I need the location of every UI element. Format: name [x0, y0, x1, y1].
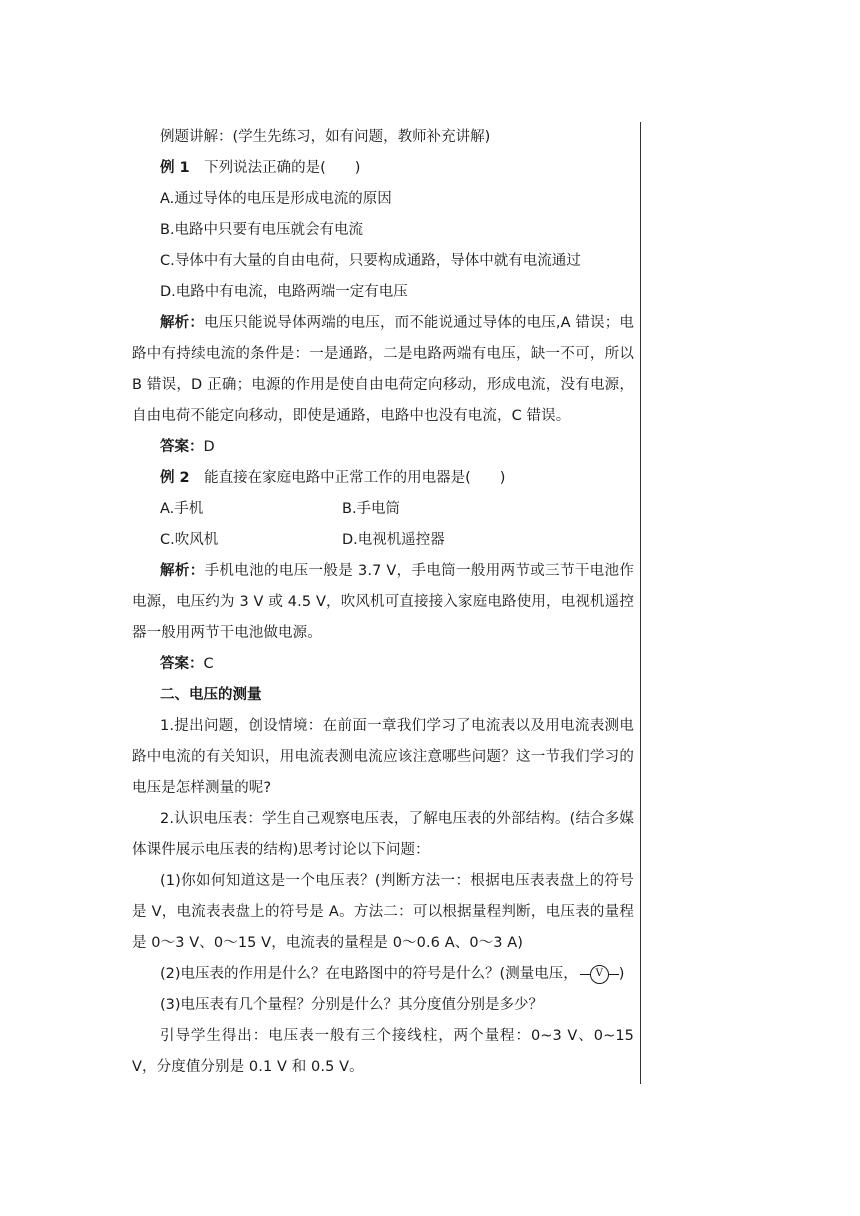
lesson-content — [132, 122, 634, 1083]
section-paragraph-1: 1.提出问题，创设情境：在前面一章我们学习了电流表以及用电流表测电路中电流的有关知识，用电流表测电流应该注意哪些问题？这一节我们学习的电压是怎样测量的呢? — [132, 718, 634, 796]
example-1-analysis — [132, 308, 634, 432]
table-border-line — [640, 122, 641, 1084]
example-2-question-text: 能直接在家庭电路中正常工作的用电器是( ) — [189, 470, 506, 486]
example-2-options-row-1 — [132, 494, 634, 525]
example-2-option-c: C.吹风机 — [160, 532, 219, 548]
question-2 — [132, 959, 634, 990]
question-2-end: ) — [618, 966, 625, 982]
question-2-text: (2)电压表的作用是什么？在电路图中的符号是什么？(测量电压， — [160, 966, 578, 982]
example-1-label: 例 1 — [160, 160, 190, 176]
example-1-analysis-text: 电压只能说导体两端的电压，而不能说通过导体的电压,A 错误；电路中有持续电流的条件是：一是通路，二是电路两端有电压，缺一不可，所以 B 错误，D 正确；电源的作用是使自由电荷定向移动，形成电流，没有电源，自由电荷不能定向移动，即使是通路，电路中也没有电流，C 错误。 — [132, 315, 634, 424]
example-2-analysis-label: 解析： — [160, 563, 205, 579]
question-3: (3)电压表有几个量程？分别是什么？其分度值分别是多少？ — [160, 997, 544, 1013]
example-1-option-b: B.电路中只要有电压就会有电流 — [160, 222, 364, 238]
intro-text: 例题讲解：(学生先练习，如有问题，教师补充讲解) — [160, 129, 491, 145]
example-1-answer-value: D — [203, 439, 215, 455]
example-1-answer — [132, 432, 634, 463]
example-1-analysis-label: 解析： — [160, 315, 204, 331]
example-2-option-d: D.电视机遥控器 — [342, 532, 445, 548]
example-2-answer-value: C — [203, 656, 214, 672]
question-1: (1)你如何知道这是一个电压表？(判断方法一：根据电压表表盘上的符号是 V，电流表表盘上的符号是 A。方法二：可以根据量程判断，电压表的量程是 0～3 V、0～15 V，电流表的量程是 0～0.6 A、0～3 A) — [132, 873, 634, 951]
example-2-label: 例 2 — [160, 470, 190, 486]
example-1-answer-label: 答案： — [160, 439, 204, 455]
section-title: 二、电压的测量 — [160, 687, 262, 703]
example-2-answer-label: 答案： — [160, 656, 204, 672]
voltmeter-symbol-letter: V — [590, 965, 609, 984]
example-1-option-a: A.通过导体的电压是形成电流的原因 — [160, 191, 392, 207]
example-2-option-a: A.手机 — [160, 501, 204, 517]
conclusion-text: 引导学生得出：电压表一般有三个接线柱，两个量程：0~3 V、0~15 V，分度值分别是 0.1 V 和 0.5 V。 — [132, 1028, 634, 1075]
example-2-analysis — [132, 556, 634, 649]
example-2-options-row-2 — [132, 525, 634, 556]
voltmeter-symbol-icon — [580, 965, 619, 984]
example-1-option-d: D.电路中有电流，电路两端一定有电压 — [160, 284, 408, 300]
example-2-question — [132, 463, 634, 494]
example-1-option-c: C.导体中有大量的自由电荷，只要构成通路，导体中就有电流通过 — [160, 253, 581, 269]
example-1-question-text: 下列说法正确的是( ) — [189, 160, 361, 176]
example-2-option-b: B.手电筒 — [342, 501, 401, 517]
section-paragraph-2: 2.认识电压表：学生自己观察电压表，了解电压表的外部结构。(结合多媒体课件展示电压表的结构)思考讨论以下问题： — [132, 811, 634, 858]
example-2-answer — [132, 649, 634, 680]
example-2-analysis-text: 手机电池的电压一般是 3.7 V，手电筒一般用两节或三节干电池作电源，电压约为 3 V 或 4.5 V，吹风机可直接接入家庭电路使用，电视机遥控器一般用两节干电池做电源。 — [132, 563, 634, 641]
example-1-question — [132, 153, 634, 184]
